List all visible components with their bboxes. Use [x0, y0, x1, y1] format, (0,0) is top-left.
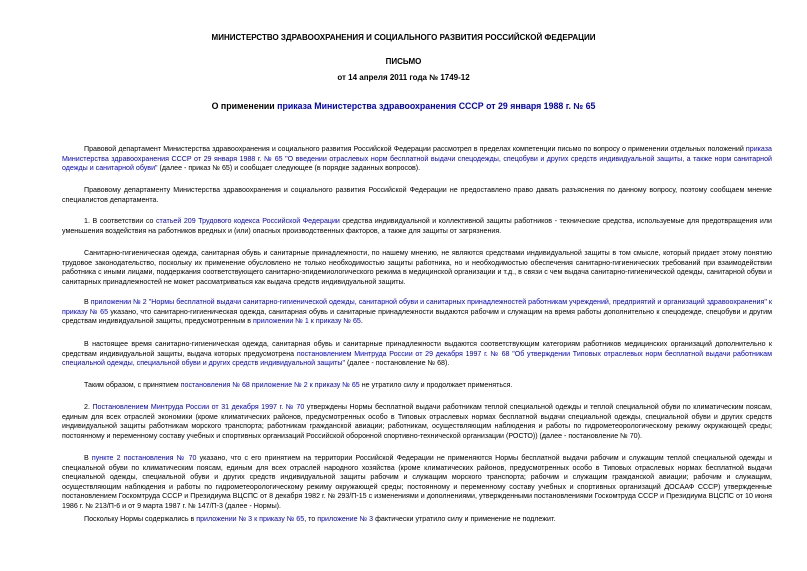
- paragraph-text: утверждены Нормы бесплатной выдачи работникам теплой специальной одежды и теплой специальной обуви по климатическим поясам, единым для всех отраслей экономики (кроме климатических районов, предусмотренных особо в Типовых отраслевых нормах бесплатной выдачи специальной одежды, специальной обуви и других средств индивидуальной защиты работникам морского транспорта; работникам гражданской авиации; работникам, осуществляющим наблюдения и работы по гидрометеорологическому режиму окружающей среды; постоянному и переменному составу учебных и спортивных организаций Российской оборонной спортивно-технической организации (РОСТО)) (далее - постановление № 70).: [62, 403, 772, 440]
- ministry-name: МИНИСТЕРСТВО ЗДРАВООХРАНЕНИЯ И СОЦИАЛЬНОГО РАЗВИТИЯ РОССИЙСКОЙ ФЕДЕРАЦИИ: [211, 33, 596, 42]
- document-type: ПИСЬМО: [385, 57, 422, 66]
- paragraph-text: фактически утратило силу и применение не подлежит.: [373, 515, 556, 523]
- document-link[interactable]: приложение № 2 к приказу № 65: [251, 381, 360, 389]
- paragraph-text: 2.: [84, 403, 93, 411]
- paragraph-text: В: [84, 454, 92, 462]
- paragraph-10: [62, 515, 772, 525]
- paragraph-text: Таким образом, с принятием: [84, 381, 181, 389]
- paragraph-4: [62, 249, 772, 287]
- paragraph-text: указано, что санитарно-гигиеническая одежда, санитарная обувь и санитарные принадлежности выдаются рабочим и служащим на время работы дополнительно к спецодежде, спецобуви и другим средствам индивидуальной защиты, предусмотренным в: [62, 307, 772, 326]
- document-link[interactable]: приказа Министерства здравоохранения СССР от 29 января 1988 г. № 65 "О введении отраслевых норм бесплатной выдачи спецодежды, спецобуви и других средств индивидуальной защиты, а также норм санитарной одежды и санитарной обуви": [62, 145, 772, 173]
- paragraph-text: (далее - приказ № 65) и сообщает следующее (в порядке заданных вопросов).: [157, 164, 421, 173]
- paragraph-text: .: [360, 317, 363, 326]
- paragraph-1: [62, 145, 772, 174]
- document-title: [0, 101, 807, 112]
- document-link[interactable]: статьей 209 Трудового кодекса Российской Федерации: [155, 217, 340, 225]
- paragraph-text: Правовой департамент Министерства здравоохранения и социального развития Российской Федерации рассмотрел в пределах компетенции письмо по вопросу о применении отдельных положений: [84, 145, 746, 153]
- paragraph-text: В настоящее время санитарно-гигиеническая одежда, санитарная обувь и санитарные принадлежности выдаются соответствующим категориям работников медицинских организаций дополнительно к средствам индивидуальной защиты, выдача которых предусмотрена: [62, 340, 772, 358]
- paragraph-text: средства индивидуальной и коллективной защиты работников - технические средства, используемые для предотвращения или уменьшения воздействия на работников вредных и (или) опасных производственных факторов, а также для защиты от загрязнения.: [62, 217, 772, 235]
- title-order-link[interactable]: приказа Министерства здравоохранения СССР от 29 января 1988 г. № 65: [277, 101, 596, 111]
- document-link[interactable]: приложении № 1 к приказу № 65: [252, 317, 361, 326]
- paragraph-text: В: [84, 298, 91, 306]
- paragraph-9: [62, 454, 772, 512]
- paragraph-text: Санитарно-гигиеническая одежда, санитарная обувь и санитарные принадлежности, по нашему мнению, не являются средствами индивидуальной защиты в том смысле, который придает этому понятию трудовое законодательство, поскольку их применение обусловлено не только необходимостью защиты работника, но и необходимостью обеспечения санитарно-гигиенических требований при взаимодействии работника с иными лицами, поддержания соответствующего санитарно-эпидемиологического режима в медицинской организации и т.д., в связи с чем выдача санитарно-гигиенической одежды, санитарной обуви и санитарных принадлежностей не может рассматриваться как выдача средств индивидуальной защиты.: [62, 249, 772, 286]
- paragraph-text: Правовому департаменту Министерства здравоохранения и социального развития Российской Федерации не предоставлено право давать разъяснения по данному вопросу, поэтому сообщаем мнение специалистов департамента.: [62, 186, 772, 204]
- document-link[interactable]: постановления № 68: [180, 381, 250, 389]
- document-date-number: от 14 апреля 2011 года № 1749-12: [337, 73, 470, 82]
- document-link[interactable]: постановлением Минтруда России от 29 декабря 1997 г. № 68 "Об утверждении Типовых отраслевых норм бесплатной выдачи работникам специальной одежды, специальной обуви и других средств индивидуальной защиты": [62, 349, 772, 368]
- paragraph-2: [62, 186, 772, 205]
- paragraph-7: [62, 381, 772, 391]
- paragraph-text: Поскольку Нормы содержались в: [84, 515, 197, 523]
- paragraph-text: , то: [304, 515, 318, 523]
- paragraph-text: указано, что с его принятием на территории Российской Федерации не применяются Нормы бесплатной выдачи рабочим и служащим теплой специальной одежды и специальной обуви по климатическим поясам, единым для всех отраслей народного хозяйства (кроме климатических районов, предусмотренных особо в Типовых отраслевых нормах бесплатной выдачи специальной одежды, специальной обуви и других средств индивидуальной защиты рабочим и служащим морского транспорта; рабочим и служащим гражданской авиации; рабочим и служащим, осуществляющим наблюдения и работы по гидрометеорологическому режиму окружающей среды; постоянному и переменному составу учебных и спортивных организаций ДОСААФ СССР) утвержденные постановлением Госкомтруда СССР и Президиума ВЦСПС от 8 декабря 1982 г. № 293/П-15 с изменениями и дополнениями, утвержденными постановлениями Госкомтруда СССР и Президиума ВЦСПС от 10 июня 1986 г. № 213/П-6 и от 9 марта 1987 г. № 147/П-3 (далее - Нормы).: [62, 454, 772, 510]
- paragraph-5: [62, 298, 772, 327]
- document-link[interactable]: пункте 2 постановления № 70: [91, 454, 197, 462]
- paragraph-text: 1. В соответствии со: [84, 217, 156, 225]
- document-link[interactable]: приложение № 3: [317, 515, 374, 523]
- document-link[interactable]: приложении № 3 к приказу № 65: [196, 515, 305, 523]
- title-prefix: О применении: [211, 101, 278, 111]
- document-link[interactable]: приложении № 2 "Нормы бесплатной выдачи санитарно-гигиенической одежды, санитарной обуви и санитарных принадлежностей работникам учреждений, предприятий и организаций здравоохранения" к приказу № 65: [62, 298, 772, 316]
- paragraph-8: [62, 403, 772, 441]
- paragraph-text: не утратило силу и продолжает применяться.: [359, 381, 513, 389]
- paragraph-text: (далее - постановление № 68).: [344, 359, 450, 368]
- paragraph-6: [62, 340, 772, 369]
- paragraph-3: [62, 217, 772, 236]
- document-link[interactable]: Постановлением Минтруда России от 31 декабря 1997 г. № 70: [92, 403, 305, 411]
